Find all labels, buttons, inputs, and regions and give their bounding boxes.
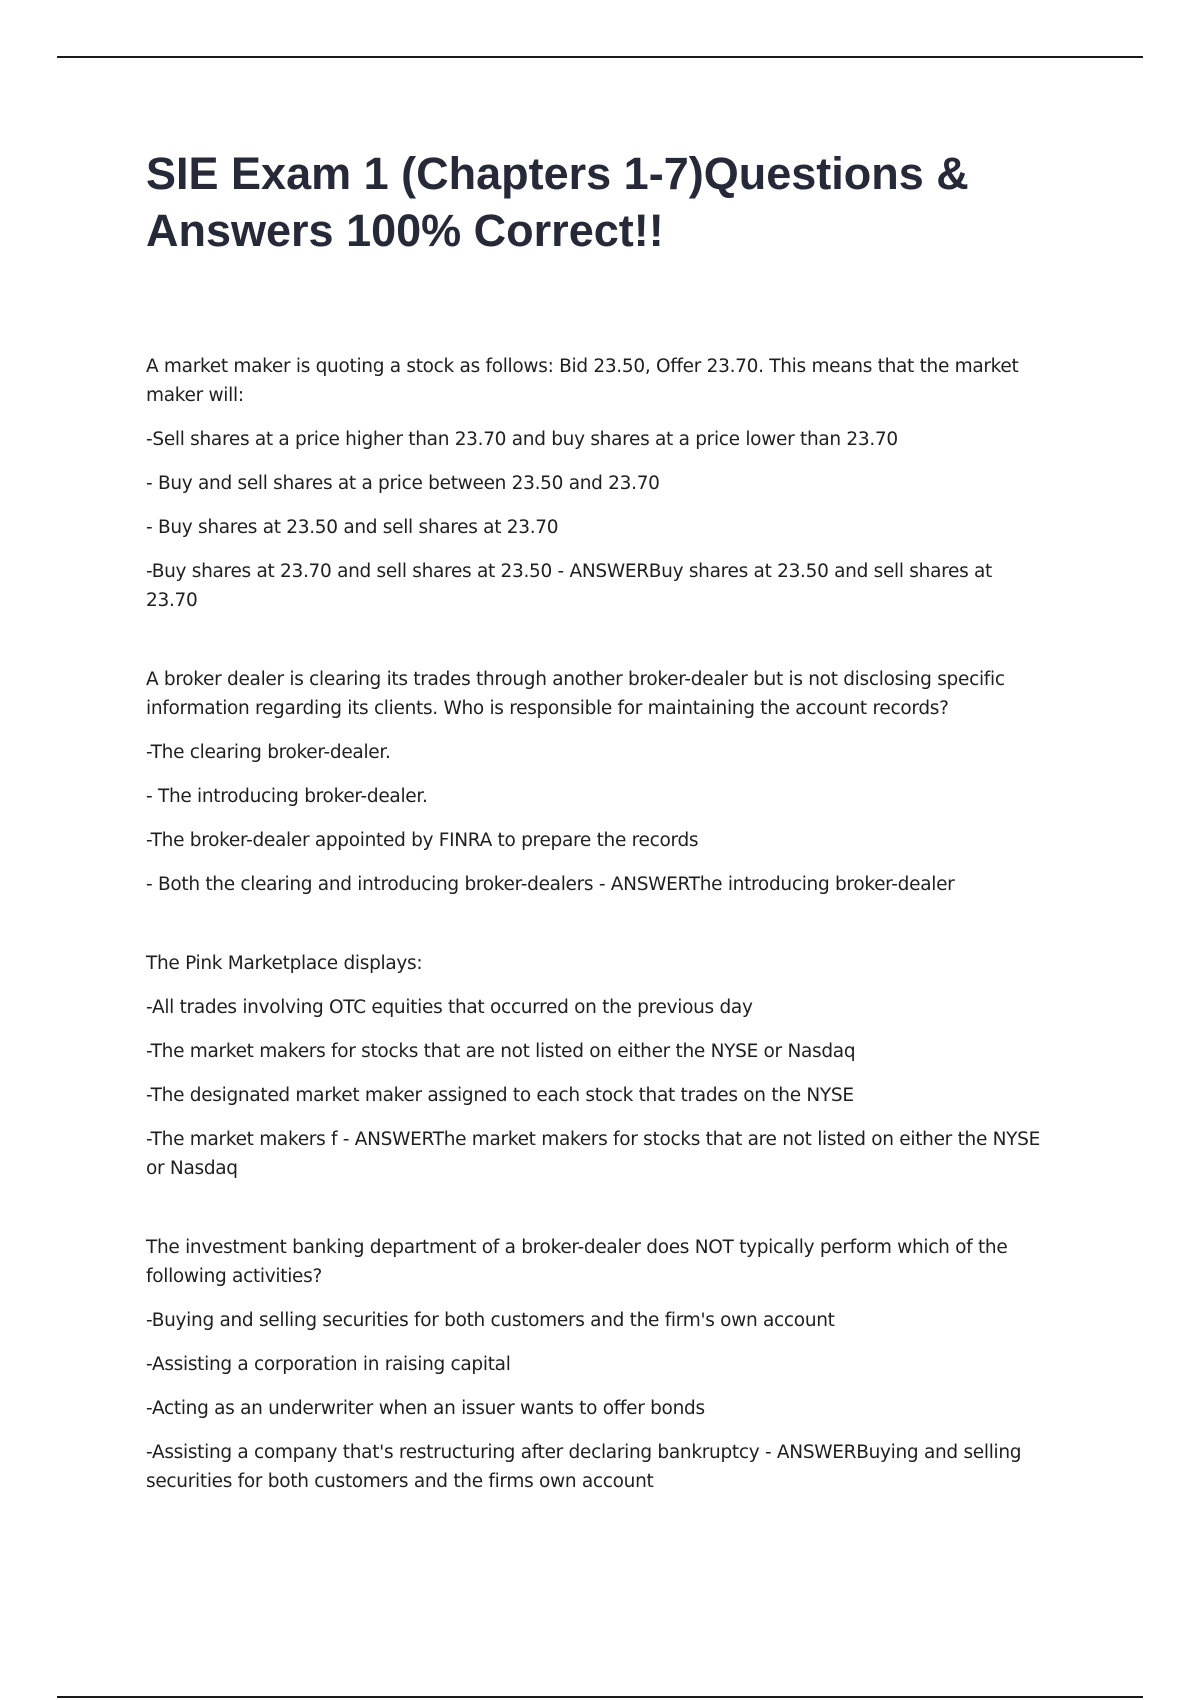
- answer-option: -Sell shares at a price higher than 23.70 and buy shares at a price lower than 23.70: [146, 429, 898, 450]
- answer-option-with-answer: -Buy shares at 23.70 and sell shares at 23.50 - ANSWERBuy shares at 23.50 and sell shares at 23.70: [146, 561, 993, 611]
- question-block-2: [146, 665, 1046, 899]
- answer-option: - Buy shares at 23.50 and sell shares at 23.70: [146, 517, 559, 538]
- top-rule: [57, 56, 1143, 58]
- answer-option-with-answer: -Assisting a company that's restructuring after declaring bankruptcy - ANSWERBuying and selling securities for both customers and the firms own account: [146, 1442, 1022, 1492]
- question-block-4: [146, 1233, 1046, 1496]
- answer-option: -Buying and selling securities for both customers and the firm's own account: [146, 1310, 835, 1331]
- answer-option: -The market makers for stocks that are not listed on either the NYSE or Nasdaq: [146, 1041, 856, 1062]
- bottom-rule: [57, 1696, 1143, 1698]
- question-text: A market maker is quoting a stock as follows: Bid 23.50, Offer 23.70. This means that the market maker will:: [146, 356, 1019, 406]
- answer-option: - Buy and sell shares at a price between 23.50 and 23.70: [146, 473, 660, 494]
- question-text: The investment banking department of a broker-dealer does NOT typically perform which of the following activities?: [146, 1237, 1008, 1287]
- question-text: A broker dealer is clearing its trades through another broker-dealer but is not disclosing specific information regarding its clients. Who is responsible for maintaining the account records?: [146, 669, 1005, 719]
- question-text: The Pink Marketplace displays:: [146, 953, 423, 974]
- answer-option-with-answer: -The market makers f - ANSWERThe market makers for stocks that are not listed on either the NYSE or Nasdaq: [146, 1129, 1040, 1179]
- answer-option: -Acting as an underwriter when an issuer wants to offer bonds: [146, 1398, 705, 1419]
- document-body: [146, 145, 1046, 1546]
- answer-option-with-answer: - Both the clearing and introducing broker-dealers - ANSWERThe introducing broker-dealer: [146, 874, 955, 895]
- question-block-1: [146, 352, 1046, 615]
- answer-option: - The introducing broker-dealer.: [146, 786, 428, 807]
- answer-option: -All trades involving OTC equities that occurred on the previous day: [146, 997, 753, 1018]
- answer-option: -Assisting a corporation in raising capital: [146, 1354, 511, 1375]
- document-title: SIE Exam 1 (Chapters 1-7)Questions & Answers 100% Correct!!: [146, 148, 969, 256]
- answer-option: -The clearing broker-dealer.: [146, 742, 391, 763]
- answer-option: -The broker-dealer appointed by FINRA to prepare the records: [146, 830, 699, 851]
- question-block-3: [146, 949, 1046, 1183]
- answer-option: -The designated market maker assigned to each stock that trades on the NYSE: [146, 1085, 854, 1106]
